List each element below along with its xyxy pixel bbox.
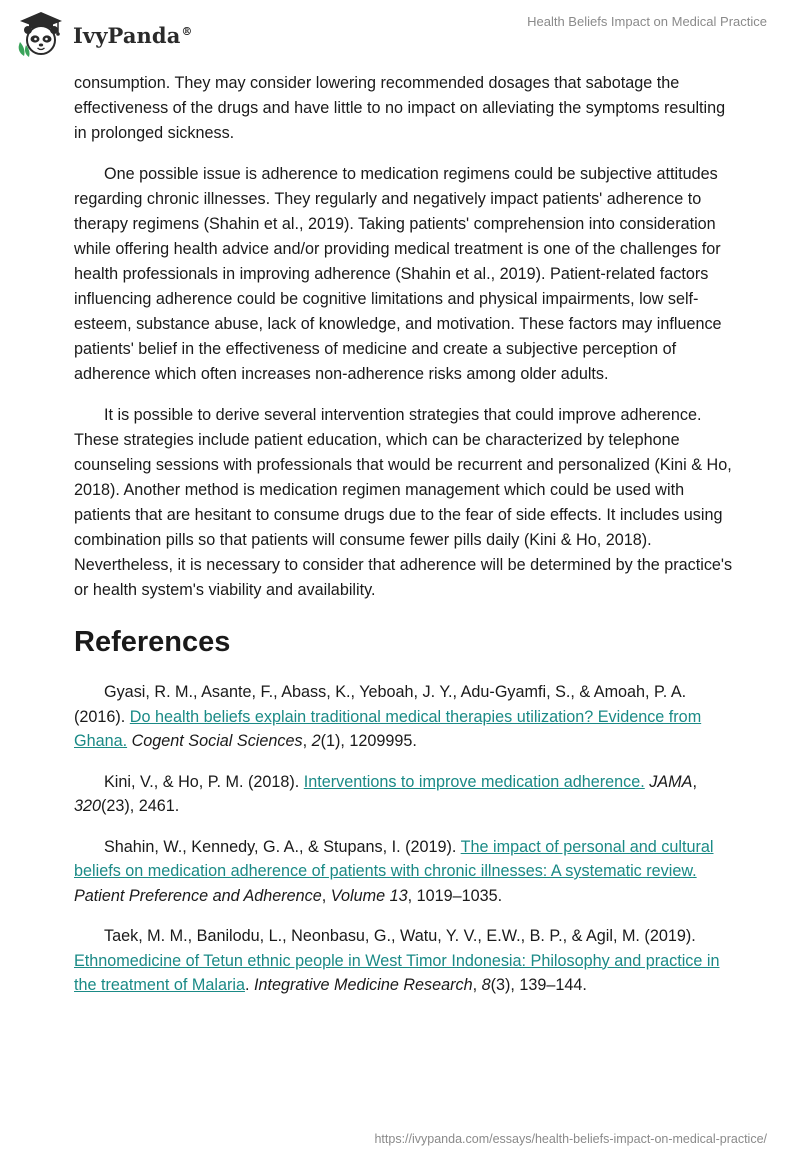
reference-details: (23), 2461. (101, 797, 180, 815)
body-paragraph: consumption. They may consider lowering recommended dosages that sabotage the effectiveness of the drugs and have little to no impact on alleviating the symptoms resulting in prolonged sickness. (74, 74, 726, 142)
reference-journal: Patient Preference and Adherence (74, 886, 322, 905)
reference-journal: Cogent Social Sciences (131, 732, 303, 750)
reference-entry (74, 680, 734, 754)
reference-separator: , (302, 732, 312, 750)
panda-graduate-icon (14, 9, 68, 59)
reference-separator: , (472, 976, 482, 994)
reference-authors: Shahin, W., Kennedy, G. A., & Stupans, I. (2019). (104, 837, 461, 856)
registered-mark: ® (181, 24, 193, 38)
reference-volume: 2 (311, 732, 321, 750)
reference-volume: 8 (481, 976, 491, 994)
reference-details: (3), 139–144. (490, 976, 587, 994)
reference-authors: Kini, V., & Ho, P. M. (2018). (104, 772, 304, 791)
brand-name (73, 23, 193, 48)
reference-separator: , (692, 772, 697, 791)
reference-link[interactable]: Do health beliefs explain traditional medical therapies utilization? Evidence from Ghana. (74, 707, 702, 750)
reference-journal: Integrative Medicine Research (253, 976, 473, 994)
source-url: https://ivypanda.com/essays/health-beliefs-impact-on-medical-practice/ (374, 1132, 767, 1146)
reference-authors: Taek, M. M., Banilodu, L., Neonbasu, G., Watu, Y. V., E.W., B. P., & Agil, M. (2019). (104, 927, 696, 945)
reference-volume: 320 (74, 797, 102, 815)
reference-journal: JAMA (649, 772, 693, 791)
reference-authors: Gyasi, R. M., Asante, F., Abass, K., Yeboah, J. Y., Adu-Gyamfi, S., & Amoah, P. A. (2016). (74, 683, 687, 726)
reference-entry (74, 835, 734, 909)
ivypanda-logo[interactable] (14, 9, 193, 59)
essay-content (74, 71, 734, 1014)
reference-link[interactable]: Interventions to improve medication adherence. (303, 772, 645, 791)
page-header (0, 0, 800, 70)
reference-details: (1), 1209995. (320, 732, 417, 750)
body-paragraph: One possible issue is adherence to medication regimens could be subjective attitudes regarding chronic illnesses. They regularly and negatively impact patients' adherence to therapy regimens (Shahin et al., 2019). Taking patients' comprehension into consideration while offering health advice and/or providing medical treatment is one of the challenges for health professionals in improving adherence (Shahin et al., 2019). Patient-related factors influencing adherence could be cognitive limitations and physical impairments, low self-esteem, substance abuse, lack of knowledge, and motivation. These factors may influence patients' belief in the effectiveness of medicine and create a subjective perception of adherence which often increases non-adherence risks among older adults. (74, 165, 722, 383)
reference-entry: Taek, M. M., Banilodu, L., Neonbasu, G., Watu, Y. V., E.W., B. P., & Agil, M. (2019). Ethnomedicine of Tetun ethnic people in West Timor Indonesia: Philosophy and practice in the treatment of Malaria. Integrative Medicine Research, 8(3), 139–144. (74, 927, 720, 994)
references-heading: References (74, 626, 231, 658)
reference-volume: Volume 13 (330, 886, 408, 905)
reference-link[interactable]: The impact of personal and cultural beliefs on medication adherence of patients with chronic illnesses: A systematic review. (74, 837, 714, 880)
document-title: Health Beliefs Impact on Medical Practice (527, 14, 767, 29)
reference-entry (74, 770, 734, 819)
body-paragraph: It is possible to derive several intervention strategies that could improve adherence. These strategies include patient education, which can be characterized by telephone counseling sessions with professionals that would be recurrent and personalized (Kini & Ho, 2018). Another method is medication regimen management which could be used with patients that are hesitant to consume drugs due to the fear of side effects. It includes using combination pills so that patients will consume fewer pills daily (Kini & Ho, 2018). Nevertheless, it is necessary to consider that adherence will be determined by the practice's or health system's viability and availability. (74, 406, 733, 599)
reference-separator: , (321, 886, 331, 905)
reference-link[interactable]: Ethnomedicine of Tetun ethnic people in West Timor Indonesia: Philosophy and practice in the treatment of Malaria (74, 951, 720, 994)
brand-name-text: IvyPanda (73, 22, 181, 48)
reference-details: , 1019–1035. (407, 886, 503, 905)
